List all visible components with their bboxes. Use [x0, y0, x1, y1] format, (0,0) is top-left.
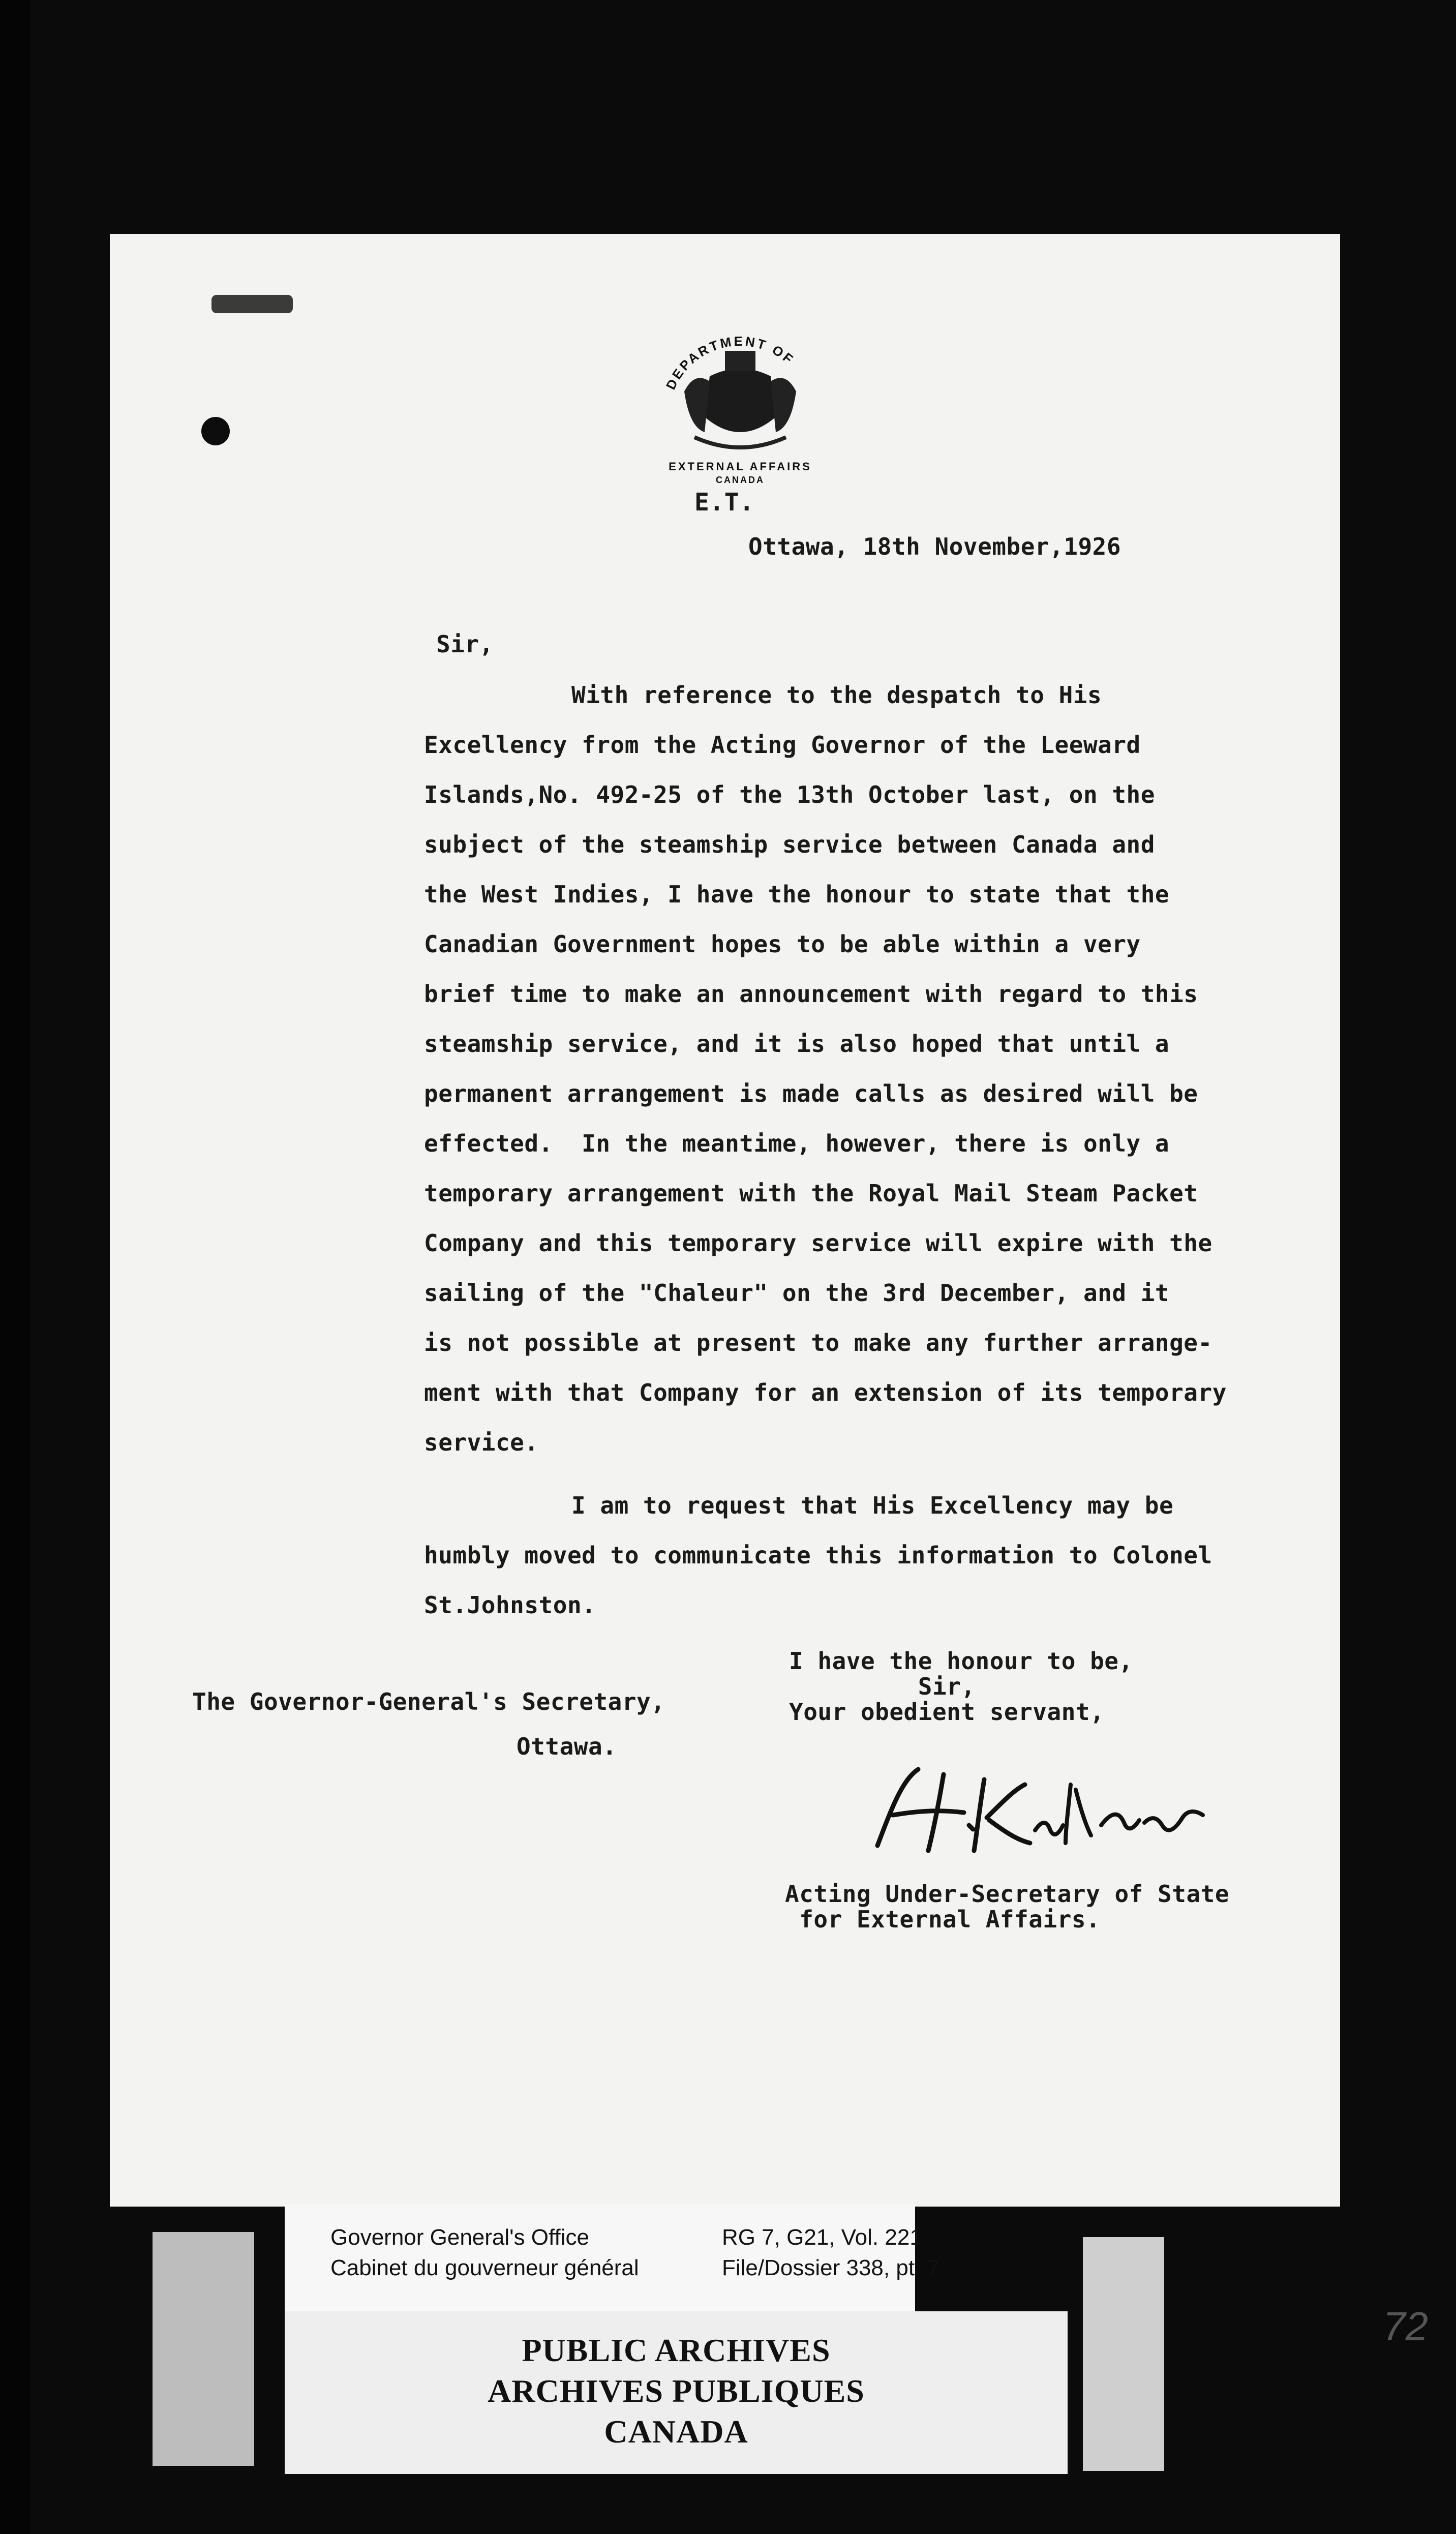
letter-page: [110, 234, 1340, 2207]
salutation: Sir,: [436, 630, 494, 658]
body-line: service.: [424, 1429, 539, 1456]
addressee-city: Ottawa.: [517, 1733, 617, 1760]
office-name-en: Governor General's Office: [330, 2225, 589, 2250]
staple-mark: [211, 295, 293, 313]
archives-line: ARCHIVES PUBLIQUES: [488, 2373, 865, 2409]
request-line: humbly moved to communicate this information to Colonel: [424, 1542, 1212, 1569]
signer-title: for External Affairs.: [785, 1906, 1101, 1933]
office-name-fr: Cabinet du gouverneur général: [330, 2255, 639, 2280]
body-line: With reference to the despatch to His: [571, 681, 1102, 709]
body-line: permanent arrangement is made calls as desired will be: [424, 1080, 1198, 1107]
reference-code: E.T.: [694, 488, 754, 517]
body-line: ment with that Company for an extension of its temporary: [424, 1379, 1227, 1406]
body-line: steamship service, and it is also hoped that until a: [424, 1030, 1170, 1058]
signer-title: Acting Under-Secretary of State: [785, 1880, 1230, 1908]
closing-line: Sir,: [789, 1673, 976, 1700]
body-line: Islands,No. 492-25 of the 13th October last, on the: [424, 781, 1155, 808]
seal-text-top: DEPARTMENT OF: [662, 333, 798, 392]
punch-hole: [201, 417, 230, 445]
frame-number: 72: [1383, 2304, 1428, 2349]
mount-post-left: [153, 2232, 254, 2466]
film-edge: [0, 0, 31, 2534]
body-line: temporary arrangement with the Royal Mail Steam Packet: [424, 1180, 1198, 1207]
closing-line: I have the honour to be,: [789, 1647, 1133, 1675]
body-line: Company and this temporary service will expire with the: [424, 1229, 1212, 1257]
seal-text-bottom: EXTERNAL AFFAIRS: [669, 460, 812, 473]
mount-post-right: [1083, 2237, 1164, 2471]
body-line: the West Indies, I have the honour to state that the: [424, 881, 1170, 908]
archive-reference-label: [285, 2205, 939, 2311]
addressee: The Governor-General's Secretary,: [192, 1688, 665, 1715]
closing-line: Your obedient servant,: [789, 1698, 1105, 1726]
seal-text-country: CANADA: [716, 475, 765, 485]
body-line: Canadian Government hopes to be able within a very: [424, 930, 1141, 958]
body-line: is not possible at present to make any further arrange-: [424, 1329, 1212, 1356]
file-ref: File/Dossier 338, pt. 7: [722, 2255, 939, 2280]
body-line: subject of the steamship service between Canada and: [424, 831, 1155, 858]
request-line: St.Johnston.: [424, 1591, 596, 1619]
request-line: I am to request that His Excellency may be: [571, 1492, 1174, 1519]
public-archives-stamp: [285, 2311, 1068, 2474]
archives-line: PUBLIC ARCHIVES: [522, 2332, 831, 2368]
record-group-ref: RG 7, G21, Vol. 221: [722, 2225, 922, 2250]
letter-date: Ottawa, 18th November,1926: [748, 533, 1121, 560]
handwritten-signature: [862, 1759, 1208, 1861]
body-line: brief time to make an announcement with regard to this: [424, 980, 1198, 1008]
archives-line: CANADA: [604, 2414, 748, 2450]
body-line: Excellency from the Acting Governor of the Leeward: [424, 731, 1141, 759]
body-line: effected. In the meantime, however, there is only a: [424, 1130, 1170, 1157]
body-line: sailing of the "Chaleur" on the 3rd December, and it: [424, 1279, 1170, 1307]
department-seal-emblem: [649, 315, 832, 488]
